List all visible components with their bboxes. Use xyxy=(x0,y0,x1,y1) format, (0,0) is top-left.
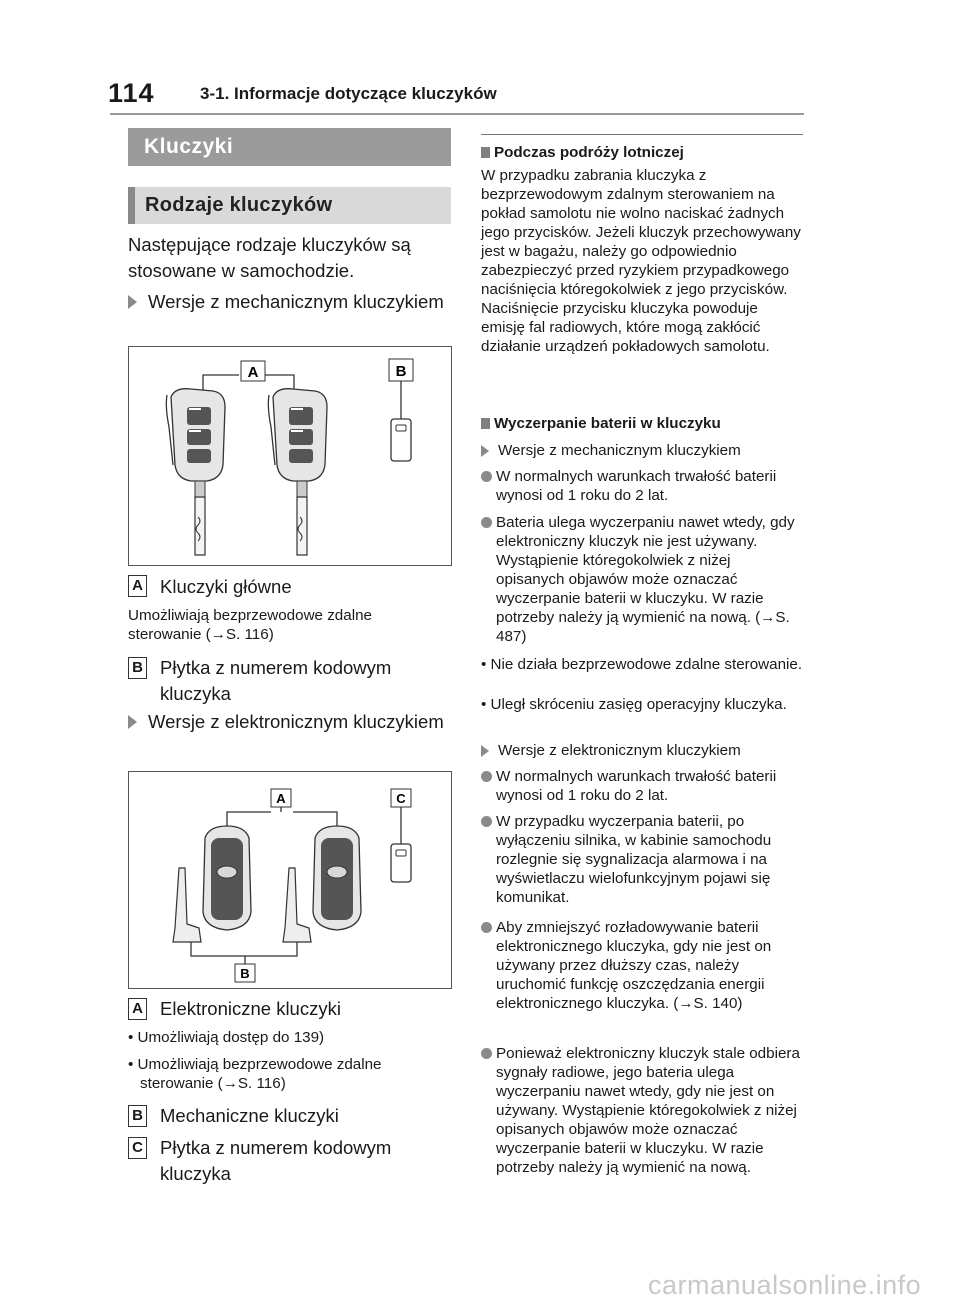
tag-b2: B xyxy=(128,1105,147,1127)
battery-heading xyxy=(481,414,803,433)
mech-symptom-2: • Uległ skróceniu zasięg operacyjny kluczyka. xyxy=(481,696,787,713)
elec-bullet-4-text: Ponieważ elektroniczny kluczyk stale odbiera sygnały radiowe, jego bateria ulega wyczerpaniu nawet wtedy, gdy nie jest on używany. Wystąpienie któregokolwiek z niżej opisanych objawów może oznaczać wyczerpanie baterii w kluczyku. W razie potrzeby należy ją wymienić na nową. xyxy=(496,1045,800,1176)
item-b1-title: Płytka z numerem kodowym kluczyka xyxy=(160,657,392,704)
electronic-keys-illustration xyxy=(129,772,451,988)
header-rule xyxy=(110,113,804,115)
figure-electronic-keys xyxy=(128,771,452,989)
arrow-icon xyxy=(128,295,137,309)
subsection-title-bar xyxy=(128,187,451,224)
watermark: carmanualsonline.info xyxy=(648,1270,922,1300)
smart-key-1-icon xyxy=(203,826,251,930)
dot-bullet-icon xyxy=(481,816,492,827)
subsection-title: Rodzaje kluczyków xyxy=(145,194,333,216)
elec-bullet-2-text: W przypadku wyczerpania baterii, po wyłączeniu silnika, w kabinie samochodu rozlegnie się sygnalizacja alarmowa i na wyświetlaczu wielofunkcyjnym pojawi się komunikat. xyxy=(496,813,772,906)
key-fob-1-icon xyxy=(166,389,225,555)
flight-heading xyxy=(481,143,803,162)
item-a2-bullet2: • Umożliwiają bezprzewodowe zdalne sterowanie (→S. 116) xyxy=(128,1056,382,1092)
elec-bullet-3 xyxy=(481,918,803,1013)
elec-bullet-1-text: W normalnych warunkach trwałość baterii wynosi od 1 roku do 2 lat. xyxy=(496,768,777,804)
dot-bullet-icon xyxy=(481,922,492,933)
fig1-label-b: B xyxy=(395,363,407,380)
elec-bullet-3-text: Aby zmniejszyć rozładowywanie baterii elektronicznego kluczyka, gdy nie jest on używany przez dłuższy czas, należy uruchomić funkcję oszczędzania energii elektronicznego kluczyka. (→S. 140) xyxy=(496,919,772,1012)
key-number-plate-icon xyxy=(391,419,411,461)
mechanical-key-blade-1-icon xyxy=(173,868,201,942)
item-b2-title: Mechaniczne kluczyki xyxy=(160,1105,339,1126)
chapter-title: 3-1. Informacje dotyczące kluczyków xyxy=(200,84,497,103)
item-a2-title: Elektroniczne kluczyki xyxy=(160,998,341,1019)
tag-b1: B xyxy=(128,657,147,679)
square-bullet-icon xyxy=(481,418,490,429)
elec-version-heading xyxy=(128,709,450,735)
fig2-label-b: B xyxy=(240,966,250,981)
dot-bullet-icon xyxy=(481,771,492,782)
intro-text: Następujące rodzaje kluczyków są stosowane w samochodzie. xyxy=(128,234,411,281)
key-fob-2-icon xyxy=(268,389,327,555)
dot-bullet-icon xyxy=(481,517,492,528)
mech-heading-text: Wersje z mechanicznym kluczykiem xyxy=(148,291,444,312)
section-title-bar xyxy=(128,128,451,166)
mech-bullet-2 xyxy=(481,513,803,646)
elec-bullet-1 xyxy=(481,767,803,805)
fig2-label-a: A xyxy=(276,791,286,806)
mech-symptom-1: • Nie działa bezprzewodowe zdalne sterowanie. xyxy=(481,656,803,673)
elec-bullet-2 xyxy=(481,812,803,907)
fig2-label-c: C xyxy=(396,791,406,806)
tag-c2: C xyxy=(128,1137,147,1159)
right-elec-heading xyxy=(481,741,803,760)
item-a1-title: Kluczyki główne xyxy=(160,576,292,597)
arrow-icon xyxy=(481,745,489,757)
mechanical-keys-illustration xyxy=(129,347,451,565)
right-mech-heading-text: Wersje z mechanicznym kluczykiem xyxy=(498,442,741,459)
right-column-rule xyxy=(481,134,803,135)
item-c2-title: Płytka z numerem kodowym kluczyka xyxy=(160,1137,392,1184)
dot-bullet-icon xyxy=(481,471,492,482)
mech-bullet-1 xyxy=(481,467,803,505)
tag-a2: A xyxy=(128,998,147,1020)
right-mech-heading xyxy=(481,441,803,460)
item-a1-desc: Umożliwiają bezprzewodowe zdalne sterowanie (→S. 116) xyxy=(128,607,372,643)
arrow-icon xyxy=(481,445,489,457)
flight-text: W przypadku zabrania kluczyka z bezprzewodowym zdalnym sterowaniem na pokład samolotu nie wolno naciskać żadnych jego przycisków. Jeżeli kluczyk przechowywany jest w bagażu, należy go odpowiednio zabezpieczyć przed ryzykiem przypadkowego naciśnięcia któregokolwiek z jego przycisków. Naciśnięcie przycisku kluczyka powoduje emisję fal radiowych, które mogą zakłócić działanie urządzeń pokładowych samolotu. xyxy=(481,167,801,355)
tag-a1: A xyxy=(128,575,147,597)
mech-bullet-1-text: W normalnych warunkach trwałość baterii wynosi od 1 roku do 2 lat. xyxy=(496,468,777,504)
key-number-plate-icon xyxy=(391,844,411,882)
figure-mechanical-keys xyxy=(128,346,452,566)
right-elec-heading-text: Wersje z elektronicznym kluczykiem xyxy=(498,742,741,759)
dot-bullet-icon xyxy=(481,1048,492,1059)
elec-bullet-4 xyxy=(481,1044,803,1177)
flight-heading-text: Podczas podróży lotniczej xyxy=(494,144,684,161)
page-number: 114 xyxy=(108,78,155,108)
section-title: Kluczyki xyxy=(144,135,234,158)
battery-heading-text: Wyczerpanie baterii w kluczyku xyxy=(494,415,721,432)
smart-key-2-icon xyxy=(313,826,361,930)
mech-version-heading xyxy=(128,289,450,315)
arrow-icon xyxy=(128,715,137,729)
square-bullet-icon xyxy=(481,147,490,158)
elec-heading-text: Wersje z elektronicznym kluczykiem xyxy=(148,711,444,732)
fig1-label-a: A xyxy=(247,364,259,381)
mechanical-key-blade-2-icon xyxy=(283,868,311,942)
mech-bullet-2-text: Bateria ulega wyczerpaniu nawet wtedy, gdy elektroniczny kluczyk nie jest używany. Wystąpienie któregokolwiek z niżej opisanych objawów może oznaczać wyczerpanie baterii w kluczyku. W razie potrzeby należy ją wymienić na nową. (→S. 487) xyxy=(496,514,795,645)
item-a2-bullet1: • Umożliwiają dostęp do 139) xyxy=(128,1029,325,1046)
